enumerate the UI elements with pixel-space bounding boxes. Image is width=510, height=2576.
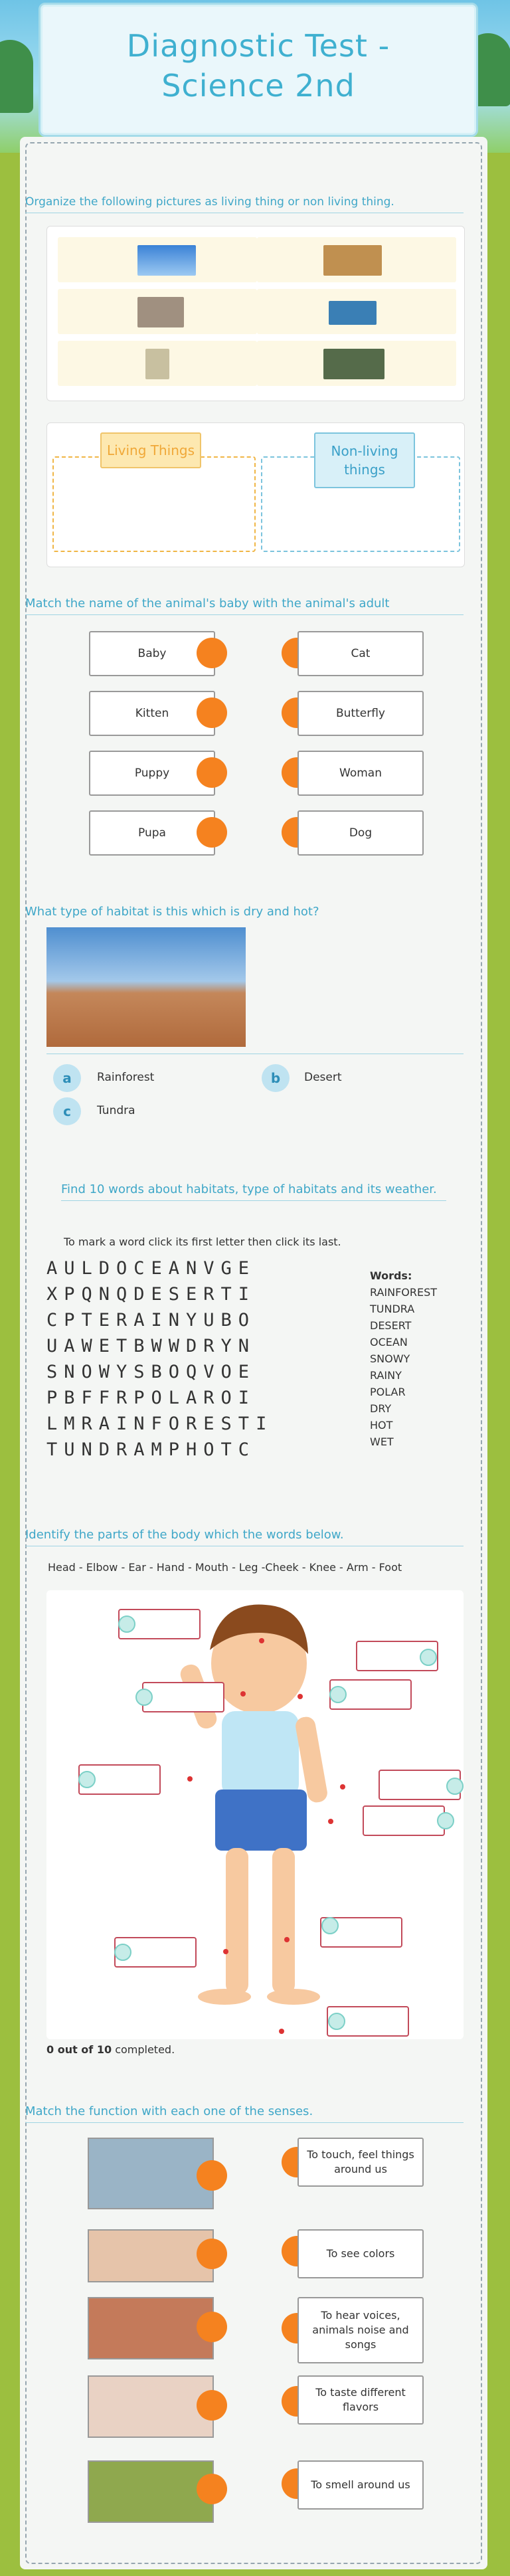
match-connector-dot[interactable] bbox=[197, 2239, 227, 2269]
body-drop-dot[interactable] bbox=[78, 1771, 96, 1788]
mouth-icon[interactable] bbox=[88, 2460, 214, 2523]
section-title-body: Identify the parts of the body which the words below. bbox=[25, 1528, 464, 1546]
sense-function[interactable]: To taste different flavors bbox=[298, 2375, 424, 2425]
sense-function[interactable]: To hear voices, animals noise and songs bbox=[298, 2297, 424, 2363]
water-icon[interactable] bbox=[329, 301, 377, 325]
body-drop-dot[interactable] bbox=[114, 1944, 131, 1961]
body-target-point bbox=[279, 2029, 284, 2034]
body-drop-dot[interactable] bbox=[328, 2013, 345, 2030]
word-list bbox=[370, 1267, 437, 1450]
hand-icon[interactable] bbox=[88, 2375, 214, 2438]
picture-cell[interactable] bbox=[257, 341, 456, 386]
sort-area bbox=[46, 422, 465, 567]
progress-count: 0 out of 10 bbox=[46, 2043, 112, 2056]
sense-function[interactable]: To see colors bbox=[298, 2229, 424, 2278]
wordsearch-grid[interactable] bbox=[46, 1255, 273, 1463]
sense-function[interactable]: To smell around us bbox=[298, 2460, 424, 2510]
wordsearch-instruction: To mark a word click its first letter then click its last. bbox=[64, 1236, 341, 1248]
grid-row[interactable]: TUNDRAMPHOTC bbox=[46, 1439, 256, 1460]
option-a-text[interactable]: Rainforest bbox=[97, 1071, 155, 1084]
option-c-text[interactable]: Tundra bbox=[97, 1104, 135, 1117]
body-drop-dot[interactable] bbox=[118, 1615, 135, 1633]
word-item: OCEAN bbox=[370, 1336, 408, 1348]
grid-row[interactable]: PBFFRPOLAROI bbox=[46, 1388, 256, 1408]
body-target-point bbox=[240, 1691, 246, 1697]
match-connector-dot[interactable] bbox=[197, 757, 227, 788]
body-label-box[interactable] bbox=[142, 1682, 224, 1712]
body-target-point bbox=[340, 1784, 345, 1790]
match-right-item[interactable]: Butterfly bbox=[298, 691, 424, 736]
grid-row[interactable]: XPQNQDESERTI bbox=[46, 1284, 256, 1305]
picture-cell[interactable] bbox=[58, 289, 257, 334]
panda-icon[interactable] bbox=[323, 349, 384, 379]
eye-icon[interactable] bbox=[88, 2138, 214, 2209]
picture-pool bbox=[46, 226, 465, 401]
section-title-senses: Match the function with each one of the senses. bbox=[25, 2104, 464, 2123]
match-connector-dot[interactable] bbox=[197, 2390, 227, 2421]
word-item: POLAR bbox=[370, 1386, 406, 1398]
option-b-text[interactable]: Desert bbox=[304, 1071, 342, 1084]
living-things-label: Living Things bbox=[100, 432, 201, 468]
option-c-badge[interactable]: c bbox=[53, 1097, 81, 1125]
progress-suffix: completed. bbox=[115, 2043, 175, 2056]
picture-cell[interactable] bbox=[257, 289, 456, 334]
match-right-item[interactable]: Woman bbox=[298, 751, 424, 796]
grid-row[interactable]: SNOWYSBOQVOE bbox=[46, 1362, 256, 1382]
option-a-badge[interactable]: a bbox=[53, 1064, 81, 1092]
match-right-item[interactable]: Dog bbox=[298, 810, 424, 856]
match-connector-dot[interactable] bbox=[197, 2474, 227, 2504]
picture-cell[interactable] bbox=[257, 237, 456, 282]
word-item: RAINFOREST bbox=[370, 1286, 438, 1299]
desert-photo bbox=[46, 927, 246, 1047]
body-target-point bbox=[259, 1638, 264, 1643]
body-drop-dot[interactable] bbox=[329, 1686, 347, 1703]
match-connector-dot[interactable] bbox=[197, 2160, 227, 2191]
match-connector-dot[interactable] bbox=[197, 697, 227, 728]
clouds-icon[interactable] bbox=[137, 245, 196, 276]
match-left-item[interactable]: Kitten bbox=[89, 691, 215, 736]
living-drop-zone[interactable] bbox=[52, 456, 256, 552]
option-b-badge[interactable]: b bbox=[262, 1064, 290, 1092]
word-item: RAINY bbox=[370, 1369, 402, 1382]
lion-icon[interactable] bbox=[323, 245, 382, 276]
body-target-point bbox=[328, 1819, 333, 1824]
word-item: HOT bbox=[370, 1419, 393, 1431]
section-title-babies: Match the name of the animal's baby with the animal's adult bbox=[25, 597, 464, 615]
page-title: Diagnostic Test - Science 2nd bbox=[126, 28, 390, 104]
word-item: SNOWY bbox=[370, 1352, 410, 1365]
grid-row[interactable]: CPTERAINYUBO bbox=[46, 1310, 256, 1331]
body-drop-dot[interactable] bbox=[135, 1689, 153, 1706]
body-target-point bbox=[298, 1694, 303, 1699]
body-drop-dot[interactable] bbox=[420, 1649, 437, 1666]
grid-row[interactable]: UAWETBWWDRYN bbox=[46, 1336, 256, 1356]
word-item: DESERT bbox=[370, 1319, 412, 1332]
picture-cell[interactable] bbox=[58, 341, 257, 386]
nose-icon[interactable] bbox=[88, 2297, 214, 2359]
body-drop-dot[interactable] bbox=[446, 1778, 464, 1795]
tree-decoration bbox=[0, 40, 33, 113]
word-item: DRY bbox=[370, 1402, 392, 1415]
ear-icon[interactable] bbox=[88, 2229, 214, 2282]
word-item: WET bbox=[370, 1435, 394, 1448]
body-target-point bbox=[223, 1949, 228, 1954]
match-connector-dot[interactable] bbox=[197, 638, 227, 668]
body-target-point bbox=[284, 1937, 290, 1942]
nonliving-things-label: Non-living things bbox=[314, 432, 415, 488]
title-card bbox=[39, 3, 478, 137]
body-word-bank: Head - Elbow - Ear - Hand - Mouth - Leg -Cheek - Knee - Arm - Foot bbox=[48, 1561, 402, 1574]
match-connector-dot[interactable] bbox=[197, 2312, 227, 2342]
body-label-box[interactable] bbox=[363, 1805, 445, 1836]
body-drop-dot[interactable] bbox=[437, 1812, 454, 1829]
plant-icon[interactable] bbox=[145, 349, 169, 379]
body-target-point bbox=[187, 1776, 193, 1782]
word-list-title: Words: bbox=[370, 1269, 412, 1282]
body-progress bbox=[46, 2043, 175, 2056]
rocks-icon[interactable] bbox=[137, 297, 184, 327]
match-connector-dot[interactable] bbox=[197, 817, 227, 848]
picture-cell[interactable] bbox=[58, 237, 257, 282]
match-left-item[interactable]: Puppy bbox=[89, 751, 215, 796]
section-title-habitat: What type of habitat is this which is dry and hot? bbox=[25, 905, 319, 919]
grid-row[interactable]: LMRAINFORESTI bbox=[46, 1414, 274, 1434]
section-title-wordsearch: Find 10 words about habitats, type of habitats and its weather. bbox=[61, 1182, 446, 1201]
word-item: TUNDRA bbox=[370, 1303, 415, 1315]
section-title-living: Organize the following pictures as living thing or non living thing. bbox=[25, 195, 464, 213]
sense-function[interactable]: To touch, feel things around us bbox=[298, 2138, 424, 2187]
match-left-item[interactable]: Pupa bbox=[89, 810, 215, 856]
match-right-item[interactable]: Cat bbox=[298, 631, 424, 676]
body-drop-dot[interactable] bbox=[321, 1917, 339, 1934]
grid-row[interactable]: AULDOCEANVGE bbox=[46, 1258, 256, 1279]
match-left-item[interactable]: Baby bbox=[89, 631, 215, 676]
